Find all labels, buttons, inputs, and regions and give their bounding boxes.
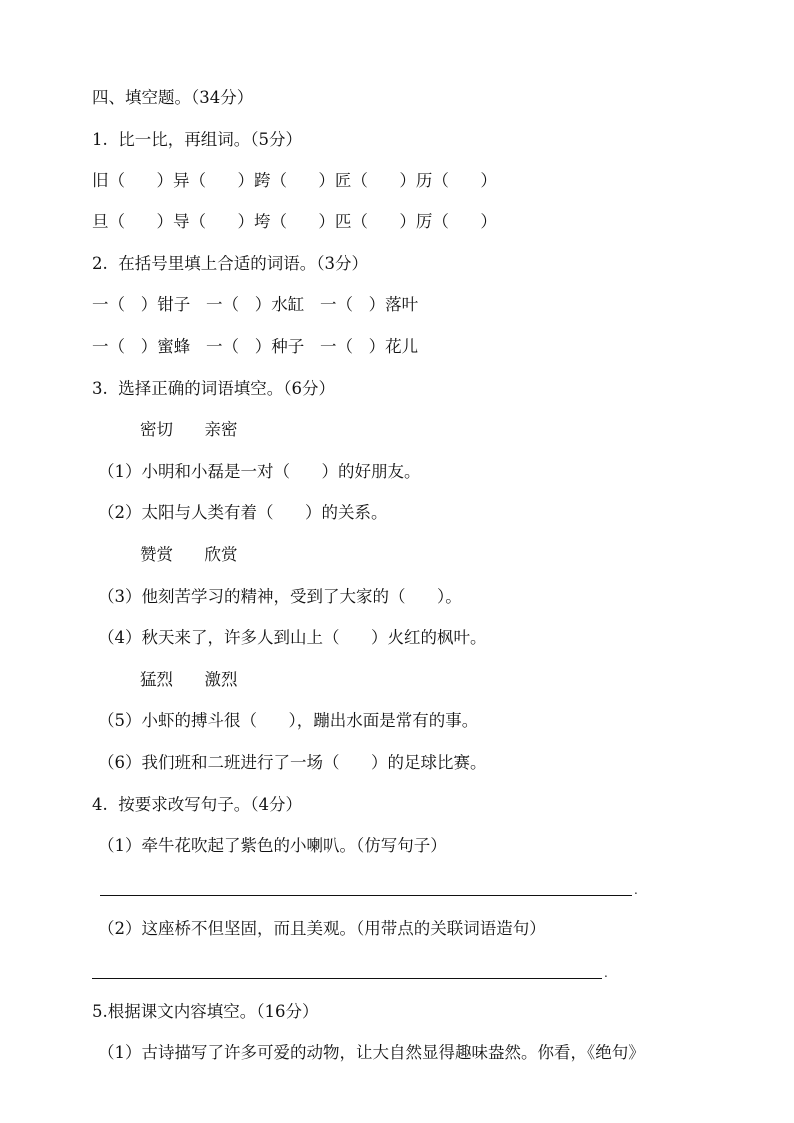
question-5-title: 5.根据课文内容填空。（16分） (92, 1002, 319, 1021)
question-1-row-1: 旧（ ）异（ ）跨（ ）匠（ ）历（ ） (92, 171, 497, 190)
answer-line-1-end-mark: . (634, 883, 638, 897)
question-3-sentence-1: （1）小明和小磊是一对（ ）的好朋友。 (98, 462, 421, 481)
word-choice-group-1: 密切 亲密 (140, 420, 238, 439)
word-choice-group-2: 赞赏 欣赏 (140, 545, 238, 564)
answer-line-2[interactable] (92, 978, 602, 979)
question-2-title: 2. 在括号里填上合适的词语。（3分） (92, 254, 368, 273)
question-5-sentence-1: （1）古诗描写了许多可爱的动物，让大自然显得趣味盎然。你看，《绝句》 (98, 1043, 645, 1062)
answer-line-1[interactable] (100, 895, 632, 896)
word-choice-group-3: 猛烈 激烈 (140, 670, 238, 689)
question-3-sentence-5: （5）小虾的搏斗很（ ），蹦出水面是常有的事。 (98, 711, 479, 730)
question-3-sentence-3: （3）他刻苦学习的精神，受到了大家的（ ）。 (98, 587, 462, 606)
question-1-title: 1. 比一比，再组词。（5分） (92, 130, 302, 149)
section-heading: 四、填空题。（34分） (92, 88, 254, 107)
question-3-sentence-6: （6）我们班和二班进行了一场（ ）的足球比赛。 (98, 753, 487, 772)
answer-line-2-end-mark: . (604, 966, 608, 980)
question-3-sentence-4: （4）秋天来了，许多人到山上（ ）火红的枫叶。 (98, 628, 487, 647)
question-4-title: 4. 按要求改写句子。（4分） (92, 795, 302, 814)
question-1-row-2: 旦（ ）导（ ）垮（ ）匹（ ）厉（ ） (92, 212, 497, 231)
question-3-sentence-2: （2）太阳与人类有着（ ）的关系。 (98, 503, 388, 522)
question-3-title: 3. 选择正确的词语填空。（6分） (92, 379, 335, 398)
question-2-row-1: 一（ ）钳子 一（ ）水缸 一（ ）落叶 (92, 295, 419, 314)
question-2-row-2: 一（ ）蜜蜂 一（ ）种子 一（ ）花儿 (92, 337, 419, 356)
question-4-sentence-1: （1）牵牛花吹起了紫色的小喇叭。（仿写句子） (98, 836, 447, 855)
question-4-sentence-2: （2）这座桥不但坚固，而且美观。（用带点的关联词语造句） (98, 919, 546, 938)
